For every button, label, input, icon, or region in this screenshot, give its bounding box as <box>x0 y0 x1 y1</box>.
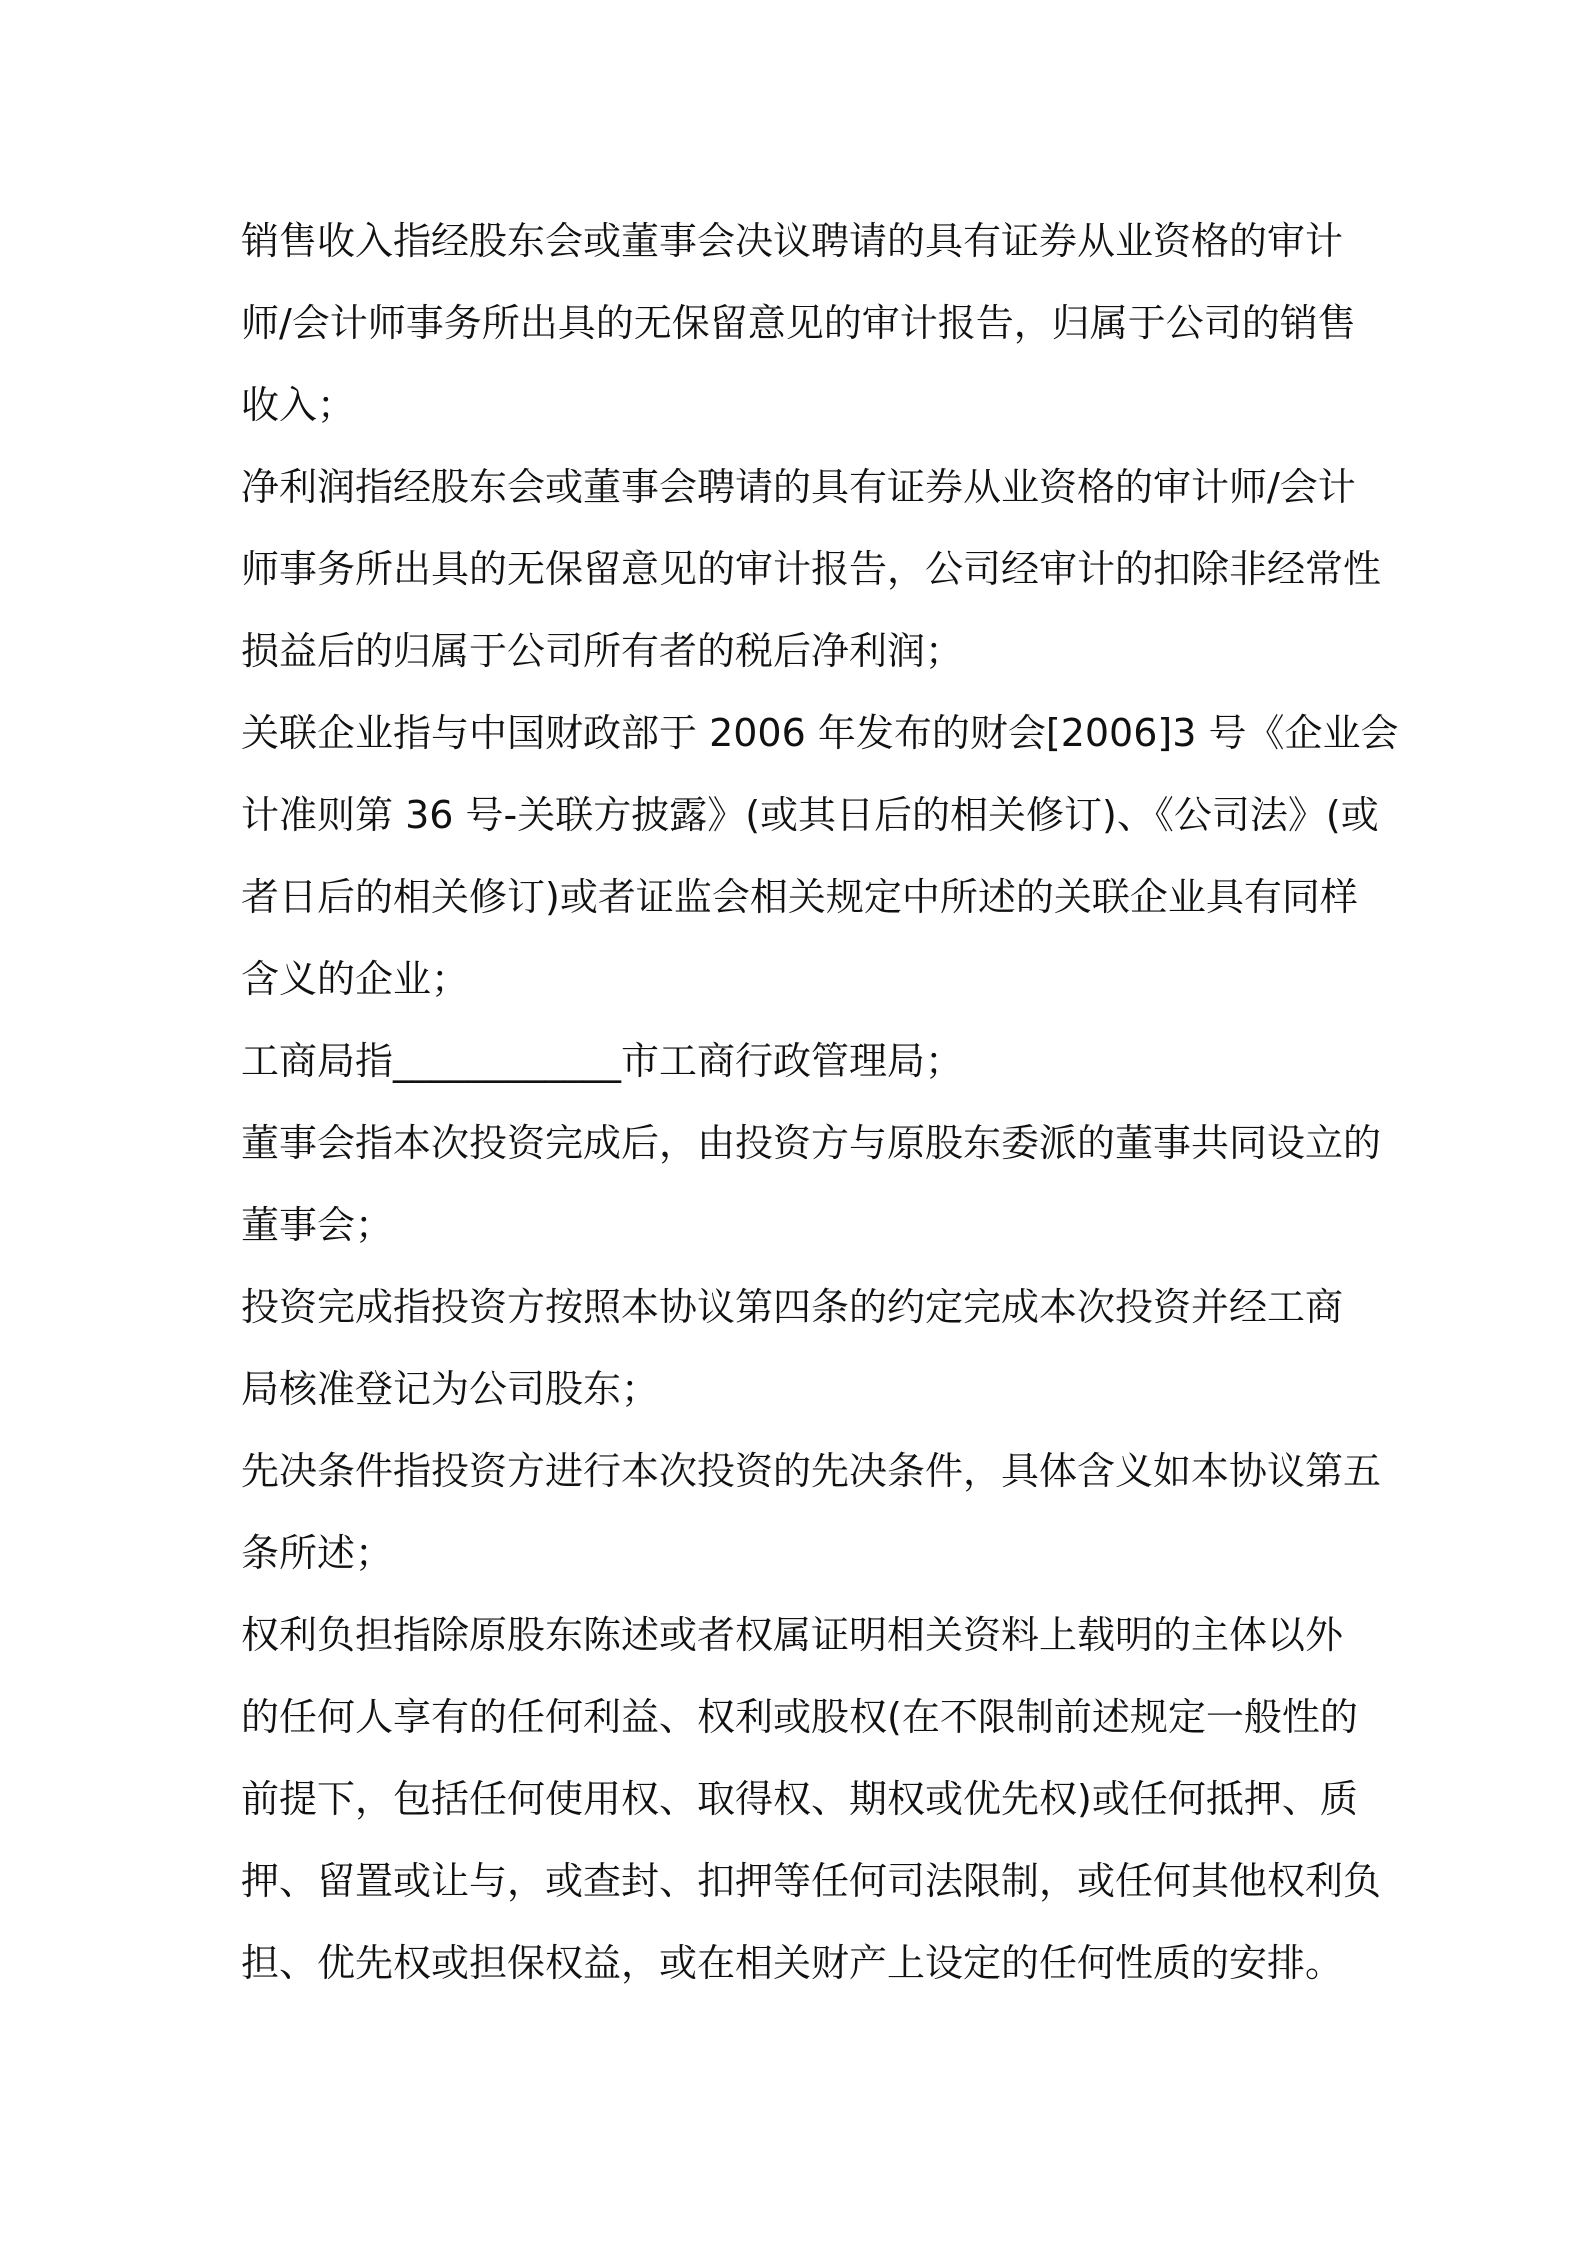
text-line: 收入； <box>241 383 356 427</box>
text-line: 者日后的相关修订)或者证监会相关规定中所述的关联企业具有同样 <box>241 875 1358 919</box>
text-line: 先决条件指投资方进行本次投资的先决条件，具体含义如本协议第五 <box>241 1449 1382 1493</box>
text-line: 师事务所出具的无保留意见的审计报告，公司经审计的扣除非经常性 <box>241 547 1382 591</box>
document-body <box>241 200 1399 2004</box>
text-line: 师/会计师事务所出具的无保留意见的审计报告，归属于公司的销售 <box>241 301 1356 345</box>
text-line: 投资完成指投资方按照本协议第四条的约定完成本次投资并经工商 <box>241 1285 1344 1329</box>
text-line: 担、优先权或担保权益，或在相关财产上设定的任何性质的安排。 <box>241 1941 1344 1985</box>
text-line: 的任何人享有的任何利益、权利或股权(在不限制前述规定一般性的 <box>241 1695 1358 1739</box>
text-line: 关联企业指与中国财政部于 2006 年发布的财会[2006]3 号《企业会 <box>241 711 1399 755</box>
text-line: 损益后的归属于公司所有者的税后净利润； <box>241 629 964 673</box>
text-line: 押、留置或让与，或查封、扣押等任何司法限制，或任何其他权利负 <box>241 1859 1382 1903</box>
text-line: 前提下，包括任何使用权、取得权、期权或优先权)或任何抵押、质 <box>241 1777 1358 1821</box>
text-line: 条所述； <box>241 1531 394 1575</box>
text-line: 局核准登记为公司股东； <box>241 1367 660 1411</box>
text-line: 含义的企业； <box>241 957 470 1001</box>
text-line: 董事会； <box>241 1203 394 1247</box>
text-line: 净利润指经股东会或董事会聘请的具有证券从业资格的审计师/会计 <box>241 465 1356 509</box>
text-line: 计准则第 36 号-关联方披露》(或其日后的相关修订)、《公司法》(或 <box>241 793 1379 837</box>
text-line: 权利负担指除原股东陈述或者权属证明相关资料上载明的主体以外 <box>241 1613 1344 1657</box>
text-line: 销售收入指经股东会或董事会决议聘请的具有证券从业资格的审计 <box>241 219 1344 263</box>
text-line: 工商局指____________市工商行政管理局； <box>241 1039 964 1083</box>
text-line: 董事会指本次投资完成后，由投资方与原股东委派的董事共同设立的 <box>241 1121 1382 1165</box>
